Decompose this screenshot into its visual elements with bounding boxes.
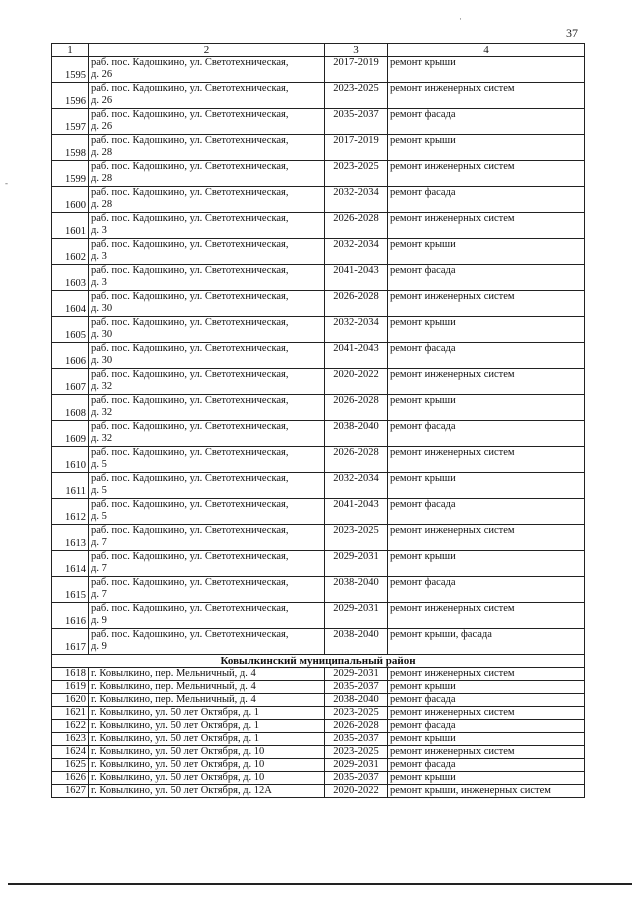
- table-row: [52, 473, 585, 499]
- house-number: д. 3: [91, 225, 107, 236]
- address-cell: [89, 239, 325, 265]
- row-number: 1625: [52, 759, 89, 772]
- house-number: д. 9: [91, 641, 107, 652]
- row-number: 1626: [52, 772, 89, 785]
- row-number: 1605: [52, 317, 89, 343]
- row-number: 1610: [52, 447, 89, 473]
- row-number: 1598: [52, 135, 89, 161]
- period-cell: 2038-2040: [325, 577, 388, 603]
- table-row: [52, 213, 585, 239]
- work-type-cell: ремонт инженерных систем: [388, 369, 585, 395]
- table-row: [52, 733, 585, 746]
- column-number: 1: [52, 44, 89, 57]
- table-row: [52, 668, 585, 681]
- table-row: [52, 265, 585, 291]
- column-number: 3: [325, 44, 388, 57]
- work-type-cell: ремонт фасада: [388, 421, 585, 447]
- row-number: 1604: [52, 291, 89, 317]
- period-cell: 2020-2022: [325, 785, 388, 798]
- period-cell: 2029-2031: [325, 668, 388, 681]
- bottom-rule: [8, 883, 632, 885]
- address-cell: г. Ковылкино, ул. 50 лет Октября, д. 10: [89, 746, 325, 759]
- work-type-cell: ремонт инженерных систем: [388, 525, 585, 551]
- work-type-cell: ремонт инженерных систем: [388, 161, 585, 187]
- row-number: 1620: [52, 694, 89, 707]
- row-number: 1622: [52, 720, 89, 733]
- work-type-cell: ремонт крыши: [388, 57, 585, 83]
- work-type-cell: ремонт фасада: [388, 577, 585, 603]
- table-row: [52, 525, 585, 551]
- period-cell: 2038-2040: [325, 629, 388, 655]
- address-cell: г. Ковылкино, ул. 50 лет Октября, д. 12А: [89, 785, 325, 798]
- address-cell: [89, 317, 325, 343]
- row-number: 1621: [52, 707, 89, 720]
- address-line: раб. пос. Кадошкино, ул. Светотехническая,: [91, 239, 289, 250]
- house-number: д. 26: [91, 121, 113, 132]
- address-cell: [89, 161, 325, 187]
- work-type-cell: ремонт крыши: [388, 395, 585, 421]
- work-type-cell: ремонт инженерных систем: [388, 83, 585, 109]
- row-number: 1613: [52, 525, 89, 551]
- address-cell: [89, 135, 325, 161]
- period-cell: 2032-2034: [325, 239, 388, 265]
- row-number: 1601: [52, 213, 89, 239]
- work-type-cell: ремонт крыши: [388, 317, 585, 343]
- row-number: 1602: [52, 239, 89, 265]
- house-number: д. 30: [91, 329, 113, 340]
- period-cell: 2032-2034: [325, 317, 388, 343]
- table-row: [52, 291, 585, 317]
- house-number: д. 28: [91, 147, 113, 158]
- period-cell: 2026-2028: [325, 213, 388, 239]
- work-type-cell: ремонт фасада: [388, 343, 585, 369]
- address-line: раб. пос. Кадошкино, ул. Светотехническая,: [91, 525, 289, 536]
- address-line: раб. пос. Кадошкино, ул. Светотехническая,: [91, 447, 289, 458]
- work-type-cell: ремонт фасада: [388, 720, 585, 733]
- address-cell: г. Ковылкино, пер. Мельничный, д. 4: [89, 681, 325, 694]
- table-row: [52, 629, 585, 655]
- scan-mark: ·: [459, 14, 462, 24]
- section-row: [52, 655, 585, 668]
- row-number: 1618: [52, 668, 89, 681]
- address-cell: г. Ковылкино, пер. Мельничный, д. 4: [89, 694, 325, 707]
- work-type-cell: ремонт крыши, фасада: [388, 629, 585, 655]
- address-cell: [89, 473, 325, 499]
- address-cell: г. Ковылкино, ул. 50 лет Октября, д. 1: [89, 707, 325, 720]
- house-number: д. 7: [91, 589, 107, 600]
- work-type-cell: ремонт фасада: [388, 109, 585, 135]
- house-number: д. 7: [91, 537, 107, 548]
- period-cell: 2035-2037: [325, 772, 388, 785]
- address-cell: [89, 187, 325, 213]
- address-line: раб. пос. Кадошкино, ул. Светотехническая,: [91, 187, 289, 198]
- scan-mark: -: [5, 178, 8, 188]
- house-number: д. 3: [91, 251, 107, 262]
- address-line: раб. пос. Кадошкино, ул. Светотехническая,: [91, 473, 289, 484]
- table-row: [52, 57, 585, 83]
- address-line: раб. пос. Кадошкино, ул. Светотехническая,: [91, 395, 289, 406]
- period-cell: 2029-2031: [325, 759, 388, 772]
- period-cell: 2038-2040: [325, 694, 388, 707]
- address-cell: [89, 265, 325, 291]
- table-row: [52, 239, 585, 265]
- period-cell: 2032-2034: [325, 473, 388, 499]
- row-number: 1624: [52, 746, 89, 759]
- column-number: 4: [388, 44, 585, 57]
- row-number: 1596: [52, 83, 89, 109]
- period-cell: 2023-2025: [325, 83, 388, 109]
- table-row: [52, 746, 585, 759]
- address-cell: [89, 83, 325, 109]
- house-number: д. 5: [91, 459, 107, 470]
- address-cell: [89, 369, 325, 395]
- row-number: 1615: [52, 577, 89, 603]
- table-row: [52, 603, 585, 629]
- address-cell: [89, 109, 325, 135]
- address-cell: [89, 213, 325, 239]
- period-cell: 2023-2025: [325, 161, 388, 187]
- work-type-cell: ремонт инженерных систем: [388, 668, 585, 681]
- section-title: Ковылкинский муниципальный район: [52, 655, 585, 668]
- house-number: д. 32: [91, 433, 113, 444]
- house-number: д. 9: [91, 615, 107, 626]
- address-cell: г. Ковылкино, пер. Мельничный, д. 4: [89, 668, 325, 681]
- work-type-cell: ремонт крыши, инженерных систем: [388, 785, 585, 798]
- row-number: 1603: [52, 265, 89, 291]
- address-cell: [89, 499, 325, 525]
- row-number: 1606: [52, 343, 89, 369]
- address-line: раб. пос. Кадошкино, ул. Светотехническая,: [91, 499, 289, 510]
- row-number: 1616: [52, 603, 89, 629]
- table-row: [52, 720, 585, 733]
- row-number: 1623: [52, 733, 89, 746]
- row-number: 1614: [52, 551, 89, 577]
- address-cell: [89, 395, 325, 421]
- address-line: раб. пос. Кадошкино, ул. Светотехническая,: [91, 577, 289, 588]
- period-cell: 2017-2019: [325, 135, 388, 161]
- work-type-cell: ремонт фасада: [388, 694, 585, 707]
- table-row: [52, 421, 585, 447]
- period-cell: 2023-2025: [325, 525, 388, 551]
- work-type-cell: ремонт крыши: [388, 551, 585, 577]
- house-number: д. 7: [91, 563, 107, 574]
- work-type-cell: ремонт инженерных систем: [388, 447, 585, 473]
- period-cell: 2026-2028: [325, 720, 388, 733]
- address-cell: [89, 57, 325, 83]
- row-number: 1619: [52, 681, 89, 694]
- work-type-cell: ремонт крыши: [388, 772, 585, 785]
- row-number: 1600: [52, 187, 89, 213]
- column-number-row: [52, 44, 585, 57]
- period-cell: 2017-2019: [325, 57, 388, 83]
- table-row: [52, 707, 585, 720]
- row-number: 1597: [52, 109, 89, 135]
- address-cell: г. Ковылкино, ул. 50 лет Октября, д. 10: [89, 759, 325, 772]
- row-number: 1599: [52, 161, 89, 187]
- table-row: [52, 135, 585, 161]
- kovylkino-rows: [52, 668, 585, 798]
- address-line: раб. пос. Кадошкино, ул. Светотехническая,: [91, 161, 289, 172]
- row-number: 1612: [52, 499, 89, 525]
- address-line: раб. пос. Кадошкино, ул. Светотехническая,: [91, 369, 289, 380]
- address-line: раб. пос. Кадошкино, ул. Светотехническая,: [91, 551, 289, 562]
- period-cell: 2032-2034: [325, 187, 388, 213]
- row-number: 1607: [52, 369, 89, 395]
- period-cell: 2038-2040: [325, 421, 388, 447]
- address-cell: г. Ковылкино, ул. 50 лет Октября, д. 1: [89, 720, 325, 733]
- address-cell: [89, 629, 325, 655]
- house-number: д. 28: [91, 173, 113, 184]
- column-number: 2: [89, 44, 325, 57]
- period-cell: 2029-2031: [325, 603, 388, 629]
- table-row: [52, 109, 585, 135]
- table-row: [52, 395, 585, 421]
- address-cell: [89, 577, 325, 603]
- address-line: раб. пос. Кадошкино, ул. Светотехническая,: [91, 57, 289, 68]
- period-cell: 2023-2025: [325, 707, 388, 720]
- work-type-cell: ремонт крыши: [388, 135, 585, 161]
- address-cell: г. Ковылкино, ул. 50 лет Октября, д. 10: [89, 772, 325, 785]
- work-type-cell: ремонт инженерных систем: [388, 291, 585, 317]
- table-row: [52, 499, 585, 525]
- kadoshkino-rows: [52, 57, 585, 655]
- address-cell: [89, 421, 325, 447]
- address-line: раб. пос. Кадошкино, ул. Светотехническая,: [91, 603, 289, 614]
- table-row: [52, 681, 585, 694]
- house-number: д. 30: [91, 303, 113, 314]
- period-cell: 2029-2031: [325, 551, 388, 577]
- address-line: раб. пос. Кадошкино, ул. Светотехническая,: [91, 291, 289, 302]
- house-number: д. 26: [91, 69, 113, 80]
- address-line: раб. пос. Кадошкино, ул. Светотехническая,: [91, 421, 289, 432]
- row-number: 1608: [52, 395, 89, 421]
- table-row: [52, 317, 585, 343]
- period-cell: 2041-2043: [325, 343, 388, 369]
- address-line: раб. пос. Кадошкино, ул. Светотехническая,: [91, 629, 289, 640]
- address-cell: [89, 447, 325, 473]
- table-row: [52, 785, 585, 798]
- table-row: [52, 343, 585, 369]
- house-number: д. 5: [91, 485, 107, 496]
- work-type-cell: ремонт крыши: [388, 473, 585, 499]
- house-number: д. 5: [91, 511, 107, 522]
- address-line: раб. пос. Кадошкино, ул. Светотехническая,: [91, 109, 289, 120]
- work-type-cell: ремонт фасада: [388, 187, 585, 213]
- table-row: [52, 759, 585, 772]
- period-cell: 2041-2043: [325, 499, 388, 525]
- work-type-cell: ремонт инженерных систем: [388, 603, 585, 629]
- work-type-cell: ремонт инженерных систем: [388, 213, 585, 239]
- table-row: [52, 187, 585, 213]
- table-row: [52, 772, 585, 785]
- address-cell: [89, 603, 325, 629]
- period-cell: 2035-2037: [325, 733, 388, 746]
- house-number: д. 30: [91, 355, 113, 366]
- address-line: раб. пос. Кадошкино, ул. Светотехническая,: [91, 83, 289, 94]
- period-cell: 2041-2043: [325, 265, 388, 291]
- house-number: д. 26: [91, 95, 113, 106]
- address-line: раб. пос. Кадошкино, ул. Светотехническая,: [91, 135, 289, 146]
- work-type-cell: ремонт фасада: [388, 499, 585, 525]
- table-row: [52, 83, 585, 109]
- period-cell: 2035-2037: [325, 109, 388, 135]
- row-number: 1611: [52, 473, 89, 499]
- house-number: д. 32: [91, 407, 113, 418]
- repair-schedule-table: [51, 43, 585, 798]
- address-cell: [89, 525, 325, 551]
- work-type-cell: ремонт фасада: [388, 759, 585, 772]
- period-cell: 2026-2028: [325, 395, 388, 421]
- row-number: 1627: [52, 785, 89, 798]
- section-body: [52, 655, 585, 668]
- table-row: [52, 369, 585, 395]
- work-type-cell: ремонт крыши: [388, 681, 585, 694]
- work-type-cell: ремонт фасада: [388, 265, 585, 291]
- address-cell: [89, 551, 325, 577]
- table-row: [52, 161, 585, 187]
- period-cell: 2023-2025: [325, 746, 388, 759]
- address-line: раб. пос. Кадошкино, ул. Светотехническая,: [91, 343, 289, 354]
- address-line: раб. пос. Кадошкино, ул. Светотехническая,: [91, 265, 289, 276]
- work-type-cell: ремонт инженерных систем: [388, 707, 585, 720]
- table-row: [52, 694, 585, 707]
- address-cell: [89, 343, 325, 369]
- period-cell: 2026-2028: [325, 291, 388, 317]
- address-cell: г. Ковылкино, ул. 50 лет Октября, д. 1: [89, 733, 325, 746]
- address-line: раб. пос. Кадошкино, ул. Светотехническая,: [91, 213, 289, 224]
- row-number: 1595: [52, 57, 89, 83]
- address-cell: [89, 291, 325, 317]
- period-cell: 2026-2028: [325, 447, 388, 473]
- table-row: [52, 577, 585, 603]
- page-number: 37: [566, 26, 578, 40]
- house-number: д. 32: [91, 381, 113, 392]
- row-number: 1617: [52, 629, 89, 655]
- period-cell: 2035-2037: [325, 681, 388, 694]
- house-number: д. 28: [91, 199, 113, 210]
- table-row: [52, 551, 585, 577]
- work-type-cell: ремонт инженерных систем: [388, 746, 585, 759]
- work-type-cell: ремонт крыши: [388, 733, 585, 746]
- table-row: [52, 447, 585, 473]
- row-number: 1609: [52, 421, 89, 447]
- period-cell: 2020-2022: [325, 369, 388, 395]
- work-type-cell: ремонт крыши: [388, 239, 585, 265]
- house-number: д. 3: [91, 277, 107, 288]
- address-line: раб. пос. Кадошкино, ул. Светотехническая,: [91, 317, 289, 328]
